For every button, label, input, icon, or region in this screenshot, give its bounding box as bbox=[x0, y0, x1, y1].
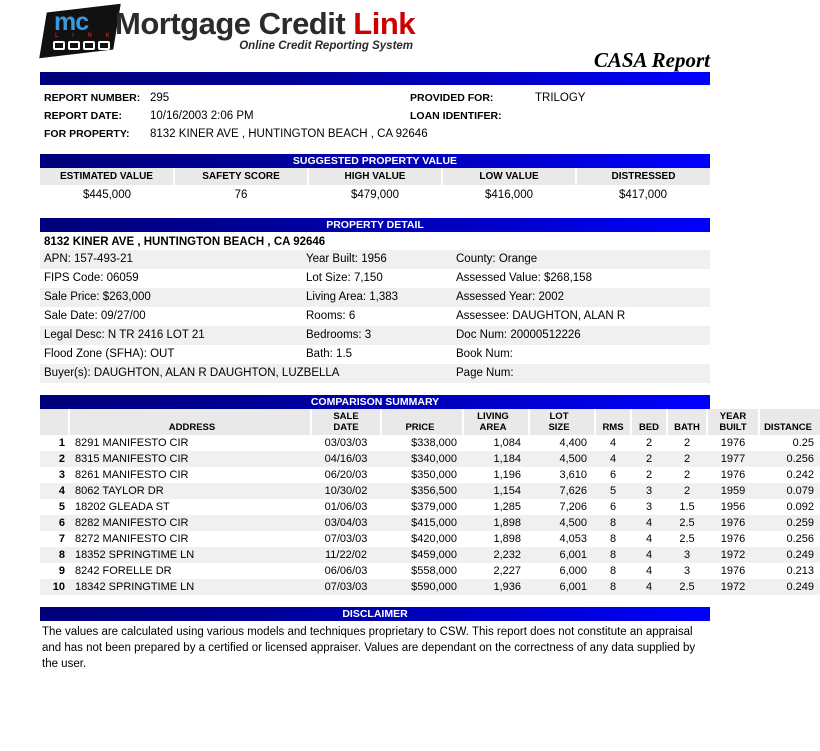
cell-distance: 0.249 bbox=[759, 547, 820, 563]
detail-sale-price: Sale Price: $263,000 bbox=[44, 291, 151, 303]
cell-address: 8062 TAYLOR DR bbox=[69, 483, 311, 499]
cell-row-number: 8 bbox=[40, 547, 69, 563]
cell-bath: 3 bbox=[683, 565, 691, 577]
cell-rms: 5 bbox=[595, 483, 631, 499]
detail-buyers: Buyer(s): DAUGHTON, ALAN R DAUGHTON, LUZBELLA bbox=[44, 367, 340, 379]
cell-bath: 2 bbox=[667, 451, 707, 467]
cell-bath: 3 bbox=[667, 547, 707, 563]
detail-row bbox=[40, 326, 710, 345]
cell-bed: 2 bbox=[645, 437, 653, 449]
col-sale-date-line2: DATE bbox=[333, 422, 359, 433]
section-header-disclaimer: DISCLAIMER bbox=[40, 607, 710, 621]
brand-block bbox=[115, 8, 415, 53]
cell-row-number: 6 bbox=[40, 515, 69, 531]
cell-year-built: 1976 bbox=[720, 533, 746, 545]
cell-price: $338,000 bbox=[411, 437, 457, 449]
detail-row bbox=[40, 364, 710, 383]
chain-link-icon bbox=[53, 41, 111, 50]
col-lot-size-line1: LOT bbox=[549, 411, 569, 422]
logo-mc-text: mc bbox=[54, 8, 89, 36]
cell-lot-size: 4,400 bbox=[559, 437, 587, 449]
cell-living-area: 1,285 bbox=[493, 501, 521, 513]
cell-bed: 4 bbox=[645, 533, 653, 545]
cell-row-number: 7 bbox=[58, 533, 65, 545]
cell-address: 18202 GLEADA ST bbox=[75, 501, 170, 513]
col-bath: BATH bbox=[667, 409, 707, 435]
cell-price: $558,000 bbox=[411, 565, 457, 577]
cell-sale-date: 03/03/03 bbox=[324, 437, 368, 449]
cell-row-number: 4 bbox=[40, 483, 69, 499]
cell-sale-date: 11/22/02 bbox=[311, 547, 381, 563]
col-estimated-value: ESTIMATED VALUE bbox=[40, 168, 174, 185]
logo-link-letters: L I N K bbox=[55, 33, 116, 39]
cell-rms: 8 bbox=[609, 533, 617, 545]
col-bed: BED bbox=[631, 409, 667, 435]
cell-bed: 4 bbox=[631, 579, 667, 595]
cell-bath: 2.5 bbox=[679, 533, 695, 545]
detail-rooms: Rooms: 6 bbox=[306, 310, 356, 322]
cell-lot-size: 4,500 bbox=[529, 515, 595, 531]
cell-rms: 4 bbox=[609, 437, 617, 449]
report-date-value: 10/16/2003 2:06 PM bbox=[150, 110, 254, 122]
report-number-label: REPORT NUMBER: bbox=[44, 92, 141, 104]
detail-legal-desc: Legal Desc: N TR 2416 LOT 21 bbox=[44, 329, 205, 341]
detail-assessed-value: Assessed Value: $268,158 bbox=[456, 272, 592, 284]
property-detail-grid bbox=[40, 250, 710, 383]
report-info-row-3 bbox=[40, 128, 710, 146]
cell-year-built: 1956 bbox=[720, 501, 746, 513]
col-distance: DISTANCE bbox=[759, 409, 820, 435]
col-year-built-line2: BUILT bbox=[719, 422, 747, 433]
cell-price: $379,000 bbox=[411, 501, 457, 513]
cell-price: $340,000 bbox=[381, 451, 463, 467]
cell-bath: 2 bbox=[683, 469, 691, 481]
cell-bath: 2 bbox=[667, 483, 707, 499]
report-info-row-2 bbox=[40, 110, 710, 128]
cell-sale-date: 04/16/03 bbox=[311, 451, 381, 467]
cell-rms: 8 bbox=[609, 565, 617, 577]
cell-year-built: 1972 bbox=[707, 579, 759, 595]
cell-living-area: 1,898 bbox=[493, 533, 521, 545]
detail-county: County: Orange bbox=[456, 253, 538, 265]
cell-bed: 2 bbox=[631, 451, 667, 467]
detail-flood-zone: Flood Zone (SFHA): OUT bbox=[44, 348, 175, 360]
provided-for-label: PROVIDED FOR: bbox=[410, 92, 494, 104]
high-value: $479,000 bbox=[308, 185, 442, 206]
brand-name-primary: Mortgage Credit bbox=[115, 6, 354, 41]
safety-score: 76 bbox=[174, 185, 308, 206]
col-address: ADDRESS bbox=[69, 409, 311, 435]
col-row-number bbox=[40, 409, 69, 435]
detail-apn: APN: 157-493-21 bbox=[44, 253, 133, 265]
detail-lot-size: Lot Size: 7,150 bbox=[306, 272, 383, 284]
estimated-value: $445,000 bbox=[40, 185, 174, 206]
cell-bed: 3 bbox=[631, 483, 667, 499]
cell-price: $350,000 bbox=[411, 469, 457, 481]
table-row bbox=[40, 515, 820, 531]
brand-name-accent: Link bbox=[353, 6, 416, 41]
cell-row-number: 10 bbox=[40, 579, 69, 595]
detail-bath: Bath: 1.5 bbox=[306, 348, 353, 360]
cell-lot-size: 6,001 bbox=[529, 579, 595, 595]
cell-bed: 4 bbox=[645, 565, 653, 577]
col-lot-size-line2: SIZE bbox=[548, 422, 570, 433]
loan-identifer-label: LOAN IDENTIFER: bbox=[410, 110, 502, 122]
detail-row bbox=[40, 288, 710, 307]
table-row bbox=[40, 435, 820, 451]
cell-lot-size: 3,610 bbox=[559, 469, 587, 481]
detail-doc-num: Doc Num: 20000512226 bbox=[456, 329, 581, 341]
cell-living-area: 1,154 bbox=[463, 483, 529, 499]
table-row bbox=[40, 531, 820, 547]
cell-address: 18352 SPRINGTIME LN bbox=[69, 547, 311, 563]
cell-distance: 0.256 bbox=[759, 451, 820, 467]
col-sale-date bbox=[311, 409, 381, 435]
cell-sale-date: 01/06/03 bbox=[324, 501, 368, 513]
table-row bbox=[40, 499, 820, 515]
cell-address: 18342 SPRINGTIME LN bbox=[69, 579, 311, 595]
cell-row-number: 5 bbox=[58, 501, 65, 513]
cell-sale-date: 06/20/03 bbox=[324, 469, 368, 481]
table-header-row bbox=[40, 409, 820, 435]
cell-sale-date: 10/30/02 bbox=[311, 483, 381, 499]
cell-address: 8282 MANIFESTO CIR bbox=[69, 515, 311, 531]
cell-distance: 0.249 bbox=[759, 579, 820, 595]
detail-fips-code: FIPS Code: 06059 bbox=[44, 272, 139, 284]
cell-lot-size: 6,001 bbox=[529, 547, 595, 563]
cell-bath: 2 bbox=[683, 437, 691, 449]
cell-year-built: 1976 bbox=[707, 515, 759, 531]
table-header-row bbox=[40, 168, 710, 185]
detail-sale-date: Sale Date: 09/27/00 bbox=[44, 310, 146, 322]
col-low-value: LOW VALUE bbox=[442, 168, 576, 185]
cell-living-area: 1,898 bbox=[463, 515, 529, 531]
section-header-comparison-summary: COMPARISON SUMMARY bbox=[40, 395, 710, 409]
report-title: CASA Report bbox=[593, 48, 710, 72]
col-safety-score: SAFETY SCORE bbox=[174, 168, 308, 185]
cell-row-number: 9 bbox=[58, 565, 65, 577]
cell-sale-date: 07/03/03 bbox=[324, 533, 368, 545]
distressed-value: $417,000 bbox=[576, 185, 710, 206]
col-lot-size bbox=[529, 409, 595, 435]
cell-address: 8261 MANIFESTO CIR bbox=[75, 469, 189, 481]
property-address: 8132 KINER AVE , HUNTINGTON BEACH , CA 92646 bbox=[44, 236, 326, 248]
table-row bbox=[40, 185, 710, 206]
cell-rms: 6 bbox=[609, 501, 617, 513]
report-info-block bbox=[40, 92, 710, 154]
cell-row-number: 1 bbox=[58, 437, 65, 449]
col-rms: RMS bbox=[595, 409, 631, 435]
cell-bed: 3 bbox=[645, 501, 653, 513]
detail-row bbox=[40, 250, 710, 269]
table-row bbox=[40, 467, 820, 483]
table-row bbox=[40, 547, 820, 563]
detail-book-num: Book Num: bbox=[456, 348, 513, 360]
comparison-summary-table bbox=[40, 409, 820, 595]
cell-distance: 0.079 bbox=[759, 483, 820, 499]
disclaimer-body: The values are calculated using various models and techniques proprietary to CSW. This report does not constitute an appraisal and has not been prepared by a certified or licensed appraiser. Values are dependant on the correctness of any data supplied by the user. bbox=[42, 626, 696, 670]
col-distressed: DISTRESSED bbox=[576, 168, 710, 185]
col-price: PRICE bbox=[381, 409, 463, 435]
cell-lot-size: 4,053 bbox=[559, 533, 587, 545]
cell-bed: 4 bbox=[631, 515, 667, 531]
cell-row-number: 3 bbox=[58, 469, 65, 481]
cell-distance: 0.259 bbox=[759, 515, 820, 531]
cell-sale-date: 03/04/03 bbox=[311, 515, 381, 531]
brand-tagline: Online Credit Reporting System bbox=[239, 40, 414, 52]
cell-rms: 8 bbox=[595, 515, 631, 531]
cell-bath: 2.5 bbox=[667, 515, 707, 531]
top-divider-bar bbox=[40, 72, 710, 85]
cell-price: $420,000 bbox=[411, 533, 457, 545]
low-value: $416,000 bbox=[442, 185, 576, 206]
table-row bbox=[40, 483, 820, 499]
cell-distance: 0.092 bbox=[786, 501, 814, 513]
cell-price: $590,000 bbox=[381, 579, 463, 595]
brand-name bbox=[115, 8, 415, 39]
detail-year-built: Year Built: 1956 bbox=[306, 253, 387, 265]
detail-assessee: Assessee: DAUGHTON, ALAN R bbox=[456, 310, 626, 322]
cell-row-number: 2 bbox=[40, 451, 69, 467]
col-year-built-line1: YEAR bbox=[719, 411, 747, 422]
cell-lot-size: 7,206 bbox=[559, 501, 587, 513]
cell-sale-date: 06/06/03 bbox=[324, 565, 368, 577]
detail-assessed-year: Assessed Year: 2002 bbox=[456, 291, 565, 303]
cell-price: $356,500 bbox=[381, 483, 463, 499]
cell-living-area: 1,184 bbox=[463, 451, 529, 467]
cell-lot-size: 7,626 bbox=[529, 483, 595, 499]
cell-address: 8272 MANIFESTO CIR bbox=[75, 533, 189, 545]
col-year-built bbox=[707, 409, 759, 435]
cell-distance: 0.256 bbox=[786, 533, 814, 545]
report-date-label: REPORT DATE: bbox=[44, 110, 122, 122]
cell-year-built: 1977 bbox=[707, 451, 759, 467]
cell-bath: 2.5 bbox=[667, 579, 707, 595]
cell-address: 8315 MANIFESTO CIR bbox=[69, 451, 311, 467]
col-living-area bbox=[463, 409, 529, 435]
cell-distance: 0.25 bbox=[792, 437, 814, 449]
cell-living-area: 1,936 bbox=[463, 579, 529, 595]
cell-rms: 6 bbox=[609, 469, 617, 481]
cell-bed: 2 bbox=[645, 469, 653, 481]
report-number-value: 295 bbox=[150, 92, 170, 104]
cell-year-built: 1976 bbox=[720, 469, 746, 481]
cell-rms: 4 bbox=[595, 451, 631, 467]
table-row bbox=[40, 563, 820, 579]
detail-row bbox=[40, 269, 710, 288]
detail-row bbox=[40, 307, 710, 326]
cell-price: $459,000 bbox=[381, 547, 463, 563]
for-property-label: FOR PROPERTY: bbox=[44, 128, 130, 140]
cell-year-built: 1972 bbox=[707, 547, 759, 563]
detail-page-num: Page Num: bbox=[456, 367, 514, 379]
detail-bedrooms: Bedrooms: 3 bbox=[306, 329, 372, 341]
col-high-value: HIGH VALUE bbox=[308, 168, 442, 185]
cell-rms: 8 bbox=[595, 547, 631, 563]
cell-address: 8242 FORELLE DR bbox=[75, 565, 172, 577]
cell-year-built: 1976 bbox=[720, 565, 746, 577]
cell-lot-size: 6,000 bbox=[559, 565, 587, 577]
cell-bath: 1.5 bbox=[679, 501, 695, 513]
cell-price: $415,000 bbox=[381, 515, 463, 531]
cell-year-built: 1976 bbox=[720, 437, 746, 449]
cell-living-area: 1,196 bbox=[493, 469, 521, 481]
table-row bbox=[40, 451, 820, 467]
report-info-row-1 bbox=[40, 92, 710, 110]
col-sale-date-line1: SALE bbox=[333, 411, 359, 422]
col-living-area-line1: LIVING bbox=[477, 411, 509, 422]
section-header-suggested-property-value: SUGGESTED PROPERTY VALUE bbox=[40, 154, 710, 168]
masthead bbox=[0, 0, 747, 72]
cell-lot-size: 4,500 bbox=[529, 451, 595, 467]
section-header-property-detail: PROPERTY DETAIL bbox=[40, 218, 710, 232]
suggested-property-value-table bbox=[40, 168, 710, 206]
cell-rms: 8 bbox=[595, 579, 631, 595]
cell-living-area: 1,084 bbox=[493, 437, 521, 449]
cell-bed: 4 bbox=[631, 547, 667, 563]
cell-living-area: 2,232 bbox=[463, 547, 529, 563]
cell-distance: 0.242 bbox=[786, 469, 814, 481]
table-row bbox=[40, 579, 820, 595]
detail-row bbox=[40, 345, 710, 364]
provided-for-value: TRILOGY bbox=[535, 92, 586, 104]
cell-year-built: 1959 bbox=[707, 483, 759, 499]
cell-living-area: 2,227 bbox=[493, 565, 521, 577]
for-property-value: 8132 KINER AVE , HUNTINGTON BEACH , CA 92646 bbox=[150, 128, 428, 140]
detail-living-area: Living Area: 1,383 bbox=[306, 291, 399, 303]
comparison-table-body bbox=[40, 435, 820, 595]
col-living-area-line2: AREA bbox=[479, 422, 507, 433]
cell-address: 8291 MANIFESTO CIR bbox=[75, 437, 189, 449]
cell-sale-date: 07/03/03 bbox=[311, 579, 381, 595]
cell-distance: 0.213 bbox=[786, 565, 814, 577]
